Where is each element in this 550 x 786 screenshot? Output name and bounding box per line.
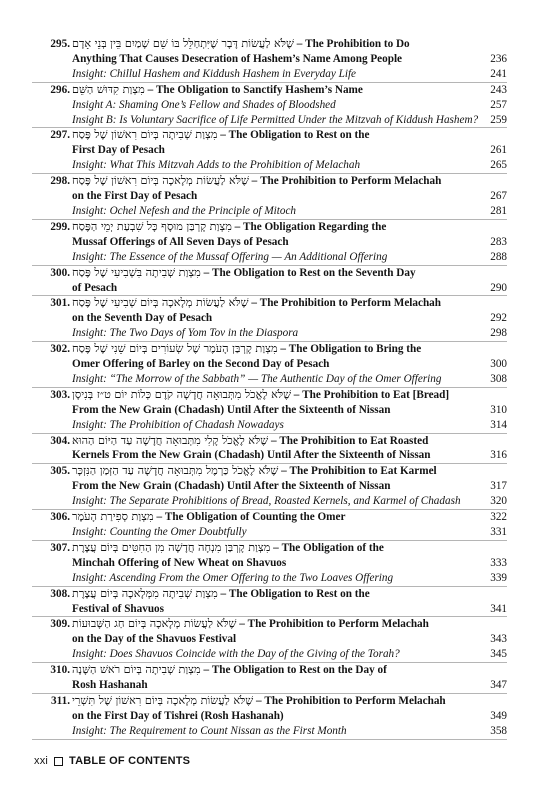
title-continuation [32, 143, 507, 158]
entry-heading [72, 83, 479, 98]
title-continuation [32, 189, 507, 204]
page-number: 288 [490, 250, 507, 263]
title-text: Minchah Offering of New Wheat on Shavuos [72, 556, 287, 569]
insight-text: Insight B: Is Voluntary Sacrifice of Life Permitted Under the Mitzvah of Kiddush Hashem? [72, 113, 479, 126]
insight-line [32, 494, 507, 509]
entry-heading [72, 663, 479, 678]
title-continuation [32, 602, 507, 617]
entry-heading-line [32, 266, 507, 281]
toc-entry[interactable] [32, 694, 507, 740]
page-number: 243 [490, 83, 507, 96]
page-number: 241 [490, 67, 507, 80]
page-number: 283 [490, 235, 507, 248]
entry-number: 301. [50, 297, 70, 310]
toc-entry[interactable] [32, 388, 507, 434]
page-number: 349 [490, 709, 507, 722]
hebrew-title: שֶׁלֹּא לֶאֱכֹל קָלִי מִתְּבוּאָה חֲדָשָׁה עַד הַיּוֹם הַהוּא [72, 433, 269, 447]
insight-line [32, 326, 507, 341]
hebrew-title: מִצְוַת שְׁבִיתָה בְּיוֹם רֹאשׁ הַשָּׁנָה [72, 663, 201, 677]
insight-text: Insight: “The Morrow of the Sabbath” — The Authentic Day of the Omer Offering [72, 372, 442, 385]
toc-entry[interactable] [32, 663, 507, 694]
title-continuation [32, 448, 507, 463]
title-text: Kernels From the New Grain (Chadash) Until After the Sixteenth of Nissan [72, 449, 431, 462]
insight-line [32, 418, 507, 433]
insight-line [32, 204, 507, 219]
toc-entry[interactable] [32, 174, 507, 220]
entry-heading-line [32, 587, 507, 602]
page-number: 316 [490, 449, 507, 462]
entry-number: 306. [50, 511, 70, 524]
title-continuation [32, 479, 507, 494]
hebrew-title: שֶׁלֹּא לֶאֱכֹל כַּרְמֶל מִתְּבוּאָה חֲדָשָׁה עַד הַזְּמַן הַנִּזְכָּר [72, 464, 279, 478]
entry-heading [72, 510, 479, 525]
entry-heading-line [32, 342, 507, 357]
insight-text: Insight: What This Mitzvah Adds to the Prohibition of Melachah [72, 159, 361, 172]
page-number: 341 [490, 602, 507, 615]
title-text: From the New Grain (Chadash) Until After the Sixteenth of Nissan [72, 480, 391, 493]
hebrew-title: מִצְוַת שְׁבִיתָה בְּיוֹם רִאשׁוֹן שֶׁל פֶּסַח [72, 128, 218, 142]
toc-entry[interactable] [32, 342, 507, 388]
hebrew-title: שֶׁלֹּא לֶאֱכֹל מִתְּבוּאָה חֲדָשָׁה קֹדֶם כְּלוֹת יוֹם ט״ז בְּנִיסָן [72, 387, 291, 401]
entry-heading-line [32, 541, 507, 556]
page-number: 265 [490, 159, 507, 172]
title-text: on the Day of the Shavuos Festival [72, 633, 237, 646]
english-title: – The Obligation to Rest on the [220, 587, 370, 600]
hebrew-title: מִצְוַת סְפִירַת הָעֹמֶר [72, 510, 154, 524]
entry-heading [72, 617, 479, 632]
toc-entry[interactable] [32, 266, 507, 297]
insight-line [32, 724, 507, 739]
entry-heading-line [32, 464, 507, 479]
insight-text: Insight: Does Shavuos Coincide with the Day of the Giving of the Torah? [72, 648, 400, 661]
entry-heading-line [32, 174, 507, 189]
english-title: – The Prohibition to Eat Roasted [270, 434, 429, 447]
insight-text: Insight: Counting the Omer Doubtfully [72, 526, 247, 538]
hebrew-title: מִצְוַת שְׁבִיתָה מִמְּלָאכָה בְּיוֹם עֲצֶרֶת [72, 586, 218, 600]
entry-number: 302. [50, 343, 70, 356]
entry-number: 296. [50, 83, 70, 96]
toc-entry[interactable] [32, 510, 507, 541]
english-title: – The Obligation Regarding the [234, 220, 387, 233]
insight-line [32, 525, 507, 540]
entry-number: 300. [50, 266, 70, 279]
title-continuation [32, 556, 507, 571]
title-continuation [32, 632, 507, 647]
square-bullet-icon [54, 757, 63, 766]
entry-heading-line [32, 83, 507, 98]
page-number: 308 [490, 372, 507, 385]
page-number: 322 [490, 511, 507, 524]
page-number: 339 [490, 571, 507, 584]
page-footer [34, 755, 190, 767]
page-number: 257 [490, 98, 507, 111]
toc-entry[interactable] [32, 128, 507, 174]
entry-heading [72, 388, 479, 403]
toc-entry[interactable] [32, 296, 507, 342]
hebrew-title: מִצְוַת קִדּוּשׁ הַשֵּׁם [72, 82, 145, 96]
entry-heading [72, 174, 479, 189]
entry-heading [72, 587, 479, 602]
title-continuation [32, 357, 507, 372]
entry-heading-line [32, 510, 507, 525]
entry-number: 303. [50, 388, 70, 401]
entry-number: 299. [50, 220, 70, 233]
insight-line [32, 647, 507, 662]
insight-line [32, 113, 507, 128]
entry-heading-line [32, 434, 507, 449]
english-title: – The Prohibition to Eat [Bread] [293, 388, 450, 401]
page-number: 310 [490, 403, 507, 416]
table-of-contents [32, 37, 507, 740]
toc-entry[interactable] [32, 83, 507, 129]
insight-text: Insight: The Requirement to Count Nissan as the First Month [72, 724, 347, 737]
entry-heading [72, 220, 479, 235]
page-number: 290 [490, 281, 507, 294]
english-title: – The Obligation to Rest on the [220, 129, 370, 142]
entry-heading-line [32, 694, 507, 709]
page-number: 320 [490, 495, 507, 508]
page-number: 331 [490, 526, 507, 538]
title-continuation [32, 235, 507, 250]
page-number: 333 [490, 556, 507, 569]
title-text: Omer Offering of Barley on the Second Day of Pesach [72, 358, 330, 371]
toc-entry[interactable] [32, 434, 507, 465]
running-title: TABLE OF CONTENTS [69, 755, 191, 767]
entry-number: 305. [50, 465, 70, 478]
english-title: – The Prohibition to Eat Karmel [281, 465, 437, 478]
title-text: Mussaf Offerings of All Seven Days of Pesach [72, 235, 289, 248]
entry-number: 295. [50, 38, 70, 50]
english-title: – The Prohibition to Do [296, 38, 410, 50]
toc-entry[interactable] [32, 220, 507, 266]
english-title: – The Prohibition to Perform Melachah [251, 175, 442, 188]
entry-number: 298. [50, 175, 70, 188]
hebrew-title: שֶׁלֹּא לַעֲשׂוֹת דָּבָר שֶׁיִּתְחַלֵּל בּוֹ שֵׁם שָׁמַיִם בֵּין בְּנֵי אָדָם [72, 37, 294, 50]
entry-heading [72, 342, 479, 357]
insight-line [32, 372, 507, 387]
page-number: 317 [490, 480, 507, 493]
hebrew-title: מִצְוַת קָרְבַּן הָעֹמֶר שֶׁל שְׂעוֹרִים בְּיוֹם שֵׁנִי שֶׁל פֶּסַח [72, 342, 278, 356]
hebrew-title: מִצְוַת קָרְבַּן מוּסָף כָּל שִׁבְעַת יְמֵי הַפֶּסַח [72, 219, 232, 233]
page-number: 267 [490, 190, 507, 203]
hebrew-title: מִצְוַת שְׁבִיתָה בִּשְׁבִיעִי שֶׁל פֶּסַח [72, 265, 201, 279]
insight-line [32, 158, 507, 173]
insight-text: Insight: The Prohibition of Chadash Nowadays [72, 418, 284, 431]
entry-number: 310. [50, 664, 70, 677]
title-text: on the First Day of Tishrei (Rosh Hashanah) [72, 709, 284, 722]
page-number: 281 [490, 204, 507, 217]
english-title: – The Obligation of the [273, 541, 384, 554]
title-text: of Pesach [72, 281, 118, 294]
entry-number: 307. [50, 541, 70, 554]
entry-number: 304. [50, 434, 70, 447]
entry-heading-line [32, 37, 507, 52]
insight-text: Insight: Ascending From the Omer Offering to the Two Loaves Offering [72, 571, 394, 584]
title-continuation [32, 311, 507, 326]
title-text: on the Seventh Day of Pesach [72, 312, 213, 325]
entry-heading [72, 296, 479, 311]
entry-heading-line [32, 220, 507, 235]
insight-text: Insight: The Two Days of Yom Tov in the Diaspora [72, 327, 299, 340]
insight-text: Insight: Ochel Nefesh and the Principle of Mitoch [72, 204, 297, 217]
insight-text: Insight A: Shaming One’s Fellow and Shades of Bloodshed [72, 98, 336, 111]
english-title: – The Prohibition to Perform Melachah [239, 618, 429, 631]
entry-heading [72, 541, 479, 556]
english-title: – The Prohibition to Perform Melachah [251, 297, 441, 310]
entry-number: 309. [50, 618, 70, 631]
entry-heading [72, 266, 479, 281]
english-title: – The Obligation to Rest on the Seventh Day [203, 266, 416, 279]
page-number: 261 [490, 144, 507, 157]
entry-heading [72, 128, 479, 143]
toc-entry[interactable] [32, 541, 507, 587]
hebrew-title: שֶׁלֹּא לַעֲשׂוֹת מְלָאכָה בְּיוֹם רִאשׁוֹן שֶׁל פֶּסַח [72, 174, 249, 188]
entry-number: 308. [50, 587, 70, 600]
hebrew-title: מִצְוַת קָרְבַּן מִנְחָה חֲדָשָׁה מִן הַחִטִּים בְּיוֹם עֲצֶרֶת [72, 540, 271, 554]
entry-heading [72, 37, 479, 52]
entry-heading-line [32, 663, 507, 678]
page-number: 236 [490, 52, 507, 65]
insight-text: Insight: The Essence of the Mussaf Offering — An Additional Offering [72, 250, 388, 263]
page-number: 314 [490, 418, 507, 431]
entry-heading [72, 694, 479, 709]
hebrew-title: שֶׁלֹּא לַעֲשׂוֹת מְלָאכָה בְּיוֹם רִאשׁוֹן שֶׁל תִּשְׁרֵי [72, 693, 254, 707]
title-continuation [32, 709, 507, 724]
english-title: – The Prohibition to Perform Melachah [256, 694, 446, 707]
toc-entry[interactable] [32, 464, 507, 510]
title-text: Rosh Hashanah [72, 679, 148, 692]
title-text: on the First Day of Pesach [72, 190, 198, 203]
entry-heading [72, 434, 479, 449]
title-text: From the New Grain (Chadash) Until After the Sixteenth of Nissan [72, 403, 391, 416]
entry-heading [72, 464, 479, 479]
insight-line [32, 571, 507, 586]
insight-text: Insight: Chillul Hashem and Kiddush Hashem in Everyday Life [72, 67, 357, 80]
page-number: 358 [490, 724, 507, 737]
insight-line [32, 98, 507, 113]
english-title: – The Obligation of Counting the Omer [156, 511, 346, 524]
insight-line [32, 67, 507, 82]
hebrew-title: שֶׁלֹּא לַעֲשׂוֹת מְלָאכָה בְּיוֹם שְׁבִיעִי שֶׁל פֶּסַח [72, 296, 249, 310]
title-continuation [32, 281, 507, 296]
page-number: 259 [490, 113, 507, 126]
entry-number: 311. [51, 694, 70, 707]
insight-line [32, 250, 507, 265]
entry-heading-line [32, 617, 507, 632]
english-title: – The Obligation to Bring the [280, 343, 422, 356]
title-continuation [32, 52, 507, 67]
page-number: xxi [34, 755, 49, 767]
page-number: 300 [490, 358, 507, 371]
toc-entry[interactable] [32, 587, 507, 618]
page-number: 345 [490, 648, 507, 661]
title-continuation [32, 678, 507, 693]
page-number: 298 [490, 327, 507, 340]
english-title: – The Obligation to Sanctify Hashem’s Name [147, 83, 363, 96]
entry-heading-line [32, 128, 507, 143]
entry-heading-line [32, 296, 507, 311]
toc-entry[interactable] [32, 617, 507, 663]
title-continuation [32, 403, 507, 418]
toc-entry[interactable] [32, 37, 507, 83]
page-number: 347 [490, 679, 507, 692]
english-title: – The Obligation to Rest on the Day of [203, 664, 387, 677]
insight-text: Insight: The Separate Prohibitions of Bread, Roasted Kernels, and Karmel of Chadash [72, 495, 461, 508]
page-number: 292 [490, 312, 507, 325]
title-text: Anything That Causes Desecration of Hashem’s Name Among People [72, 52, 403, 65]
entry-number: 297. [50, 129, 70, 142]
page-number: 343 [490, 633, 507, 646]
title-text: First Day of Pesach [72, 144, 165, 157]
title-text: Festival of Shavuos [72, 602, 164, 615]
hebrew-title: שֶׁלֹּא לַעֲשׂוֹת מְלָאכָה בְּיוֹם חַג הַשָּׁבוּעוֹת [72, 617, 237, 631]
entry-heading-line [32, 388, 507, 403]
